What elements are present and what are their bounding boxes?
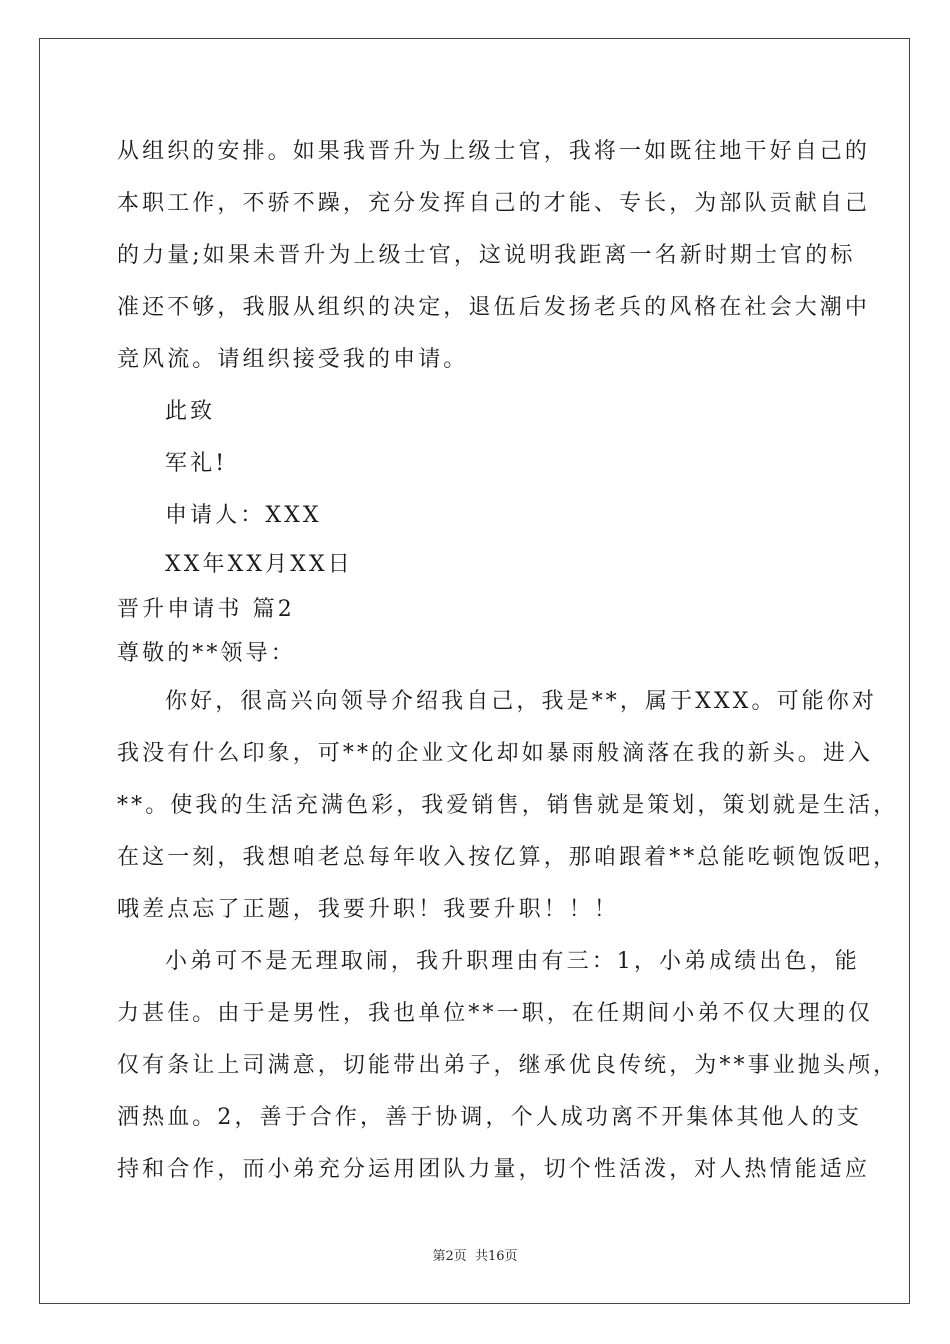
date-line: XX年XX月XX日 xyxy=(165,552,353,577)
paragraph-line: 力甚佳。由于是男性，我也单位**一职，在任期间小弟不仅大理的仅 xyxy=(117,1001,874,1026)
paragraph-line: 准还不够，我服从组织的决定，退伍后发扬老兵的风格在社会大潮中 xyxy=(117,295,871,320)
page-number: 第2页 xyxy=(432,1249,467,1264)
page-footer xyxy=(0,1245,950,1264)
paragraph-line: **。使我的生活充满色彩，我爱销售，销售就是策划，策划就是生活， xyxy=(117,793,899,818)
paragraph-line: 竞风流。请组织接受我的申请。 xyxy=(117,347,469,372)
paragraph-line: 从组织的安排。如果我晋升为上级士官，我将一如既往地干好自己的 xyxy=(117,139,871,164)
document-body xyxy=(117,126,899,1196)
paragraph-line: 本职工作，不骄不躁，充分发挥自己的才能、专长，为部队贡献自己 xyxy=(117,191,871,216)
paragraph-line: 仅有条让上司满意，切能带出弟子，继承优良传统，为**事业抛头颅， xyxy=(117,1053,899,1078)
paragraph-line: 小弟可不是无理取闹，我升职理由有三：1，小弟成绩出色，能 xyxy=(165,949,860,974)
letter-salutation: 尊敬的**领导： xyxy=(117,641,296,666)
paragraph-line: 的力量;如果未晋升为上级士官，这说明我距离一名新时期士官的标 xyxy=(117,243,856,268)
closing-greeting: 军礼! xyxy=(165,451,228,476)
closing-salutation: 此致 xyxy=(165,399,216,424)
paragraph-line: 持和合作，而小弟充分运用团队力量，切个性活泼，对人热情能适应 xyxy=(117,1157,871,1182)
paragraph-line: 哦差点忘了正题，我要升职！我要升职！！！ xyxy=(117,897,620,922)
page-total: 共16页 xyxy=(474,1249,518,1264)
paragraph-line: 你好，很高兴向领导介绍我自己，我是**，属于XXX。可能你对 xyxy=(165,689,877,714)
applicant-name: 申请人：XXX xyxy=(165,503,322,528)
paragraph-line: 我没有什么印象，可**的企业文化却如暴雨般滴落在我的新头。进入 xyxy=(117,741,874,766)
section-heading: 晋升申请书 篇2 xyxy=(117,597,295,622)
paragraph-line: 在这一刻，我想咱老总每年收入按亿算，那咱跟着**总能吃顿饱饭吧， xyxy=(117,845,899,870)
paragraph-line: 洒热血。2，善于合作，善于协调，个人成功离不开集体其他人的支 xyxy=(117,1105,862,1130)
